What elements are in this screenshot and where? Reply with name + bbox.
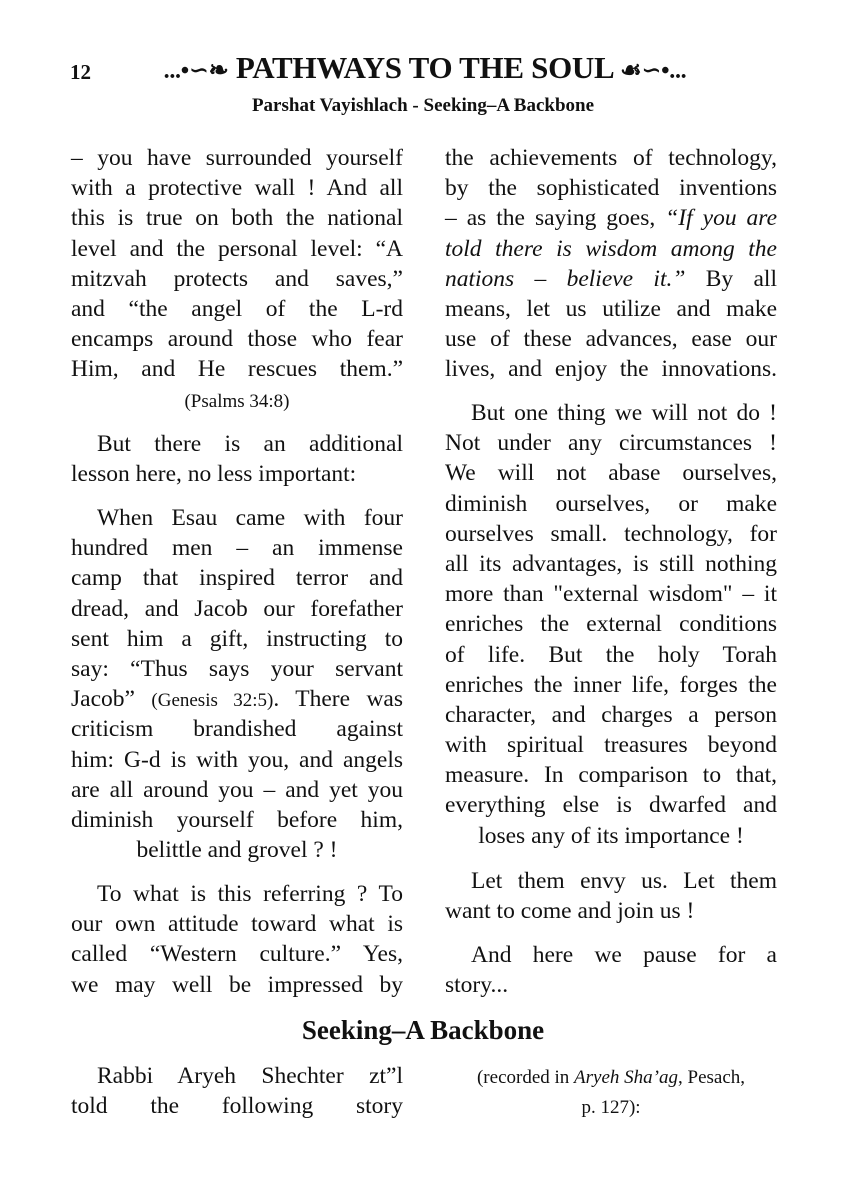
running-header — [130, 50, 720, 86]
text-line — [445, 866, 777, 896]
page-number: 12 — [70, 60, 91, 84]
text-segment: our own attitude toward what is — [71, 911, 403, 938]
text-line — [71, 503, 403, 533]
text-line — [71, 429, 403, 459]
italic-text: told there is wisdom among the — [445, 235, 777, 262]
text-line — [445, 609, 777, 639]
paragraph — [445, 866, 777, 926]
text-line — [445, 324, 777, 354]
text-segment: diminish yourself before him, — [71, 806, 403, 833]
text-segment: ourselves small. technology, for — [445, 520, 777, 547]
text-line — [445, 264, 777, 294]
text-segment: are all around you – and yet you — [71, 776, 403, 803]
paragraph — [71, 1061, 403, 1121]
citation-text: (Psalms 34:8) — [184, 390, 290, 412]
paragraph — [445, 1061, 777, 1121]
citation-text: (recorded in — [476, 1067, 575, 1088]
text-line — [71, 385, 403, 415]
text-segment: mitzvah protects and saves,” — [71, 265, 403, 292]
text-segment: by the sophisticated inventions — [445, 175, 777, 202]
book-title: PATHWAYS TO THE SOUL — [235, 50, 613, 85]
text-segment: encamps around those who fear — [71, 326, 403, 353]
text-segment: and “the angel of the L-rd — [71, 295, 403, 322]
text-segment: dread, and Jacob our forefather — [71, 595, 403, 622]
text-line — [71, 624, 403, 654]
text-line — [445, 458, 777, 488]
text-segment: measure. In comparison to that, — [445, 762, 777, 789]
text-line — [71, 563, 403, 593]
text-line — [71, 264, 403, 294]
text-line — [71, 835, 403, 865]
text-line — [445, 670, 777, 700]
text-segment: say: “Thus says your servant — [71, 655, 403, 682]
text-segment: By all — [685, 265, 777, 292]
text-line — [445, 700, 777, 730]
text-line — [445, 143, 777, 173]
text-segment: lesson here, no less important: — [71, 461, 357, 488]
text-segment: enriches the external conditions — [445, 611, 777, 638]
text-segment: use of these advances, ease our — [445, 326, 777, 353]
text-segment: this is true on both the national — [71, 205, 403, 232]
paragraph — [71, 429, 403, 489]
text-segment: Jacob” — [71, 686, 152, 713]
citation-text: (Genesis 32:5) — [151, 690, 274, 712]
text-segment: diminish ourselves, or make — [445, 490, 777, 517]
text-line — [445, 896, 777, 926]
text-segment: To what is this referring ? To — [97, 881, 403, 907]
italic-text: “If you are — [665, 205, 777, 232]
text-line — [445, 640, 777, 670]
italic-text: Aryeh Sha’ag — [574, 1067, 678, 1088]
text-line — [71, 594, 403, 624]
citation-text: p. 127): — [581, 1097, 641, 1119]
text-line — [71, 324, 403, 354]
text-line — [445, 354, 777, 384]
text-line — [71, 533, 403, 563]
text-line — [445, 398, 777, 428]
text-segment: Him, and He rescues them.” — [71, 356, 403, 383]
text-segment: But there is an additional — [97, 431, 403, 457]
text-segment: we may well be impressed by — [71, 971, 403, 998]
text-line — [71, 805, 403, 835]
text-segment: camp that inspired terror and — [71, 565, 403, 592]
text-segment: – as the saying goes, — [445, 205, 666, 232]
text-segment: character, and charges a person — [445, 701, 777, 728]
text-segment: loses any of its importance ! — [478, 822, 744, 849]
text-segment: Let them envy us. Let them — [471, 868, 777, 894]
text-segment: Not under any circumstances ! — [445, 430, 777, 457]
text-segment: story... — [445, 972, 509, 999]
text-segment: all its advantages, is still nothing — [445, 550, 777, 577]
text-line — [71, 879, 403, 909]
text-segment: with spiritual treasures beyond — [445, 732, 777, 759]
text-segment: And here we pause for a — [471, 942, 777, 968]
text-line — [445, 1061, 777, 1091]
text-line — [445, 821, 777, 851]
text-segment: We will not abase ourselves, — [445, 460, 777, 487]
text-segment: hundred men – an immense — [71, 535, 403, 562]
text-line — [71, 1091, 403, 1121]
text-line — [71, 775, 403, 805]
text-line — [445, 519, 777, 549]
text-line — [71, 654, 403, 684]
text-line — [71, 939, 403, 969]
text-line — [445, 760, 777, 790]
text-line — [71, 909, 403, 939]
text-segment: with a protective wall ! And all — [71, 175, 403, 202]
text-line — [445, 294, 777, 324]
text-segment: criticism brandished against — [71, 716, 403, 743]
text-line — [71, 294, 403, 324]
text-line — [445, 428, 777, 458]
text-line — [71, 970, 403, 1000]
text-line — [445, 173, 777, 203]
text-line — [71, 173, 403, 203]
paragraph — [445, 940, 777, 1000]
section-heading: Seeking–A Backbone — [301, 1015, 545, 1045]
text-segment: enriches the inner life, forges the — [445, 671, 777, 698]
text-segment: the achievements of technology, — [445, 145, 777, 171]
text-segment: belittle and grovel ? ! — [136, 837, 338, 864]
text-segment: everything else is dwarfed and — [445, 792, 777, 819]
text-segment: of life. But the holy Torah — [445, 641, 777, 668]
text-segment: But one thing we will not do ! — [471, 400, 777, 426]
text-segment: called “Western culture.” Yes, — [71, 941, 403, 968]
text-line — [445, 234, 777, 264]
ornament-left-icon: ...•∽❧ — [163, 58, 229, 84]
paragraph — [445, 143, 777, 385]
text-line — [71, 234, 403, 264]
italic-text: nations – believe it.” — [445, 265, 686, 292]
citation-text: , Pesach, — [678, 1067, 746, 1088]
text-line — [445, 940, 777, 970]
text-line — [445, 549, 777, 579]
ornament-right-icon: ☙∽•... — [620, 58, 687, 84]
text-segment: When Esau came with four — [97, 505, 403, 531]
paragraph — [71, 143, 403, 415]
text-line — [71, 203, 403, 233]
paragraph — [445, 398, 777, 851]
text-line — [71, 143, 403, 173]
text-segment: Rabbi Aryeh Shechter zt”l — [97, 1063, 403, 1089]
text-line — [71, 745, 403, 775]
text-line — [71, 684, 403, 714]
text-line — [445, 730, 777, 760]
text-line — [71, 354, 403, 384]
paragraph — [71, 879, 403, 1000]
text-line — [445, 970, 777, 1000]
text-line — [71, 1061, 403, 1091]
text-line — [445, 579, 777, 609]
text-segment: more than "external wisdom" – it — [445, 581, 777, 608]
text-line — [71, 459, 403, 489]
text-segment: told the following story — [71, 1093, 403, 1120]
text-line — [445, 203, 777, 233]
text-line — [445, 489, 777, 519]
text-line — [445, 1091, 777, 1121]
text-segment: means, let us utilize and make — [445, 295, 777, 322]
text-segment: . There was — [273, 686, 403, 713]
text-line — [445, 790, 777, 820]
chapter-subtitle: Parshat Vayishlach - Seeking–A Backbone — [251, 95, 595, 116]
text-segment: want to come and join us ! — [445, 898, 695, 925]
text-segment: him: G-d is with you, and angels — [71, 746, 403, 773]
text-segment: sent him a gift, instructing to — [71, 625, 403, 652]
text-segment: – you have surrounded yourself — [71, 145, 403, 171]
text-segment: level and the personal level: “A — [71, 235, 403, 262]
paragraph — [71, 503, 403, 865]
text-line — [71, 714, 403, 744]
text-segment: lives, and enjoy the innovations. — [445, 356, 777, 383]
